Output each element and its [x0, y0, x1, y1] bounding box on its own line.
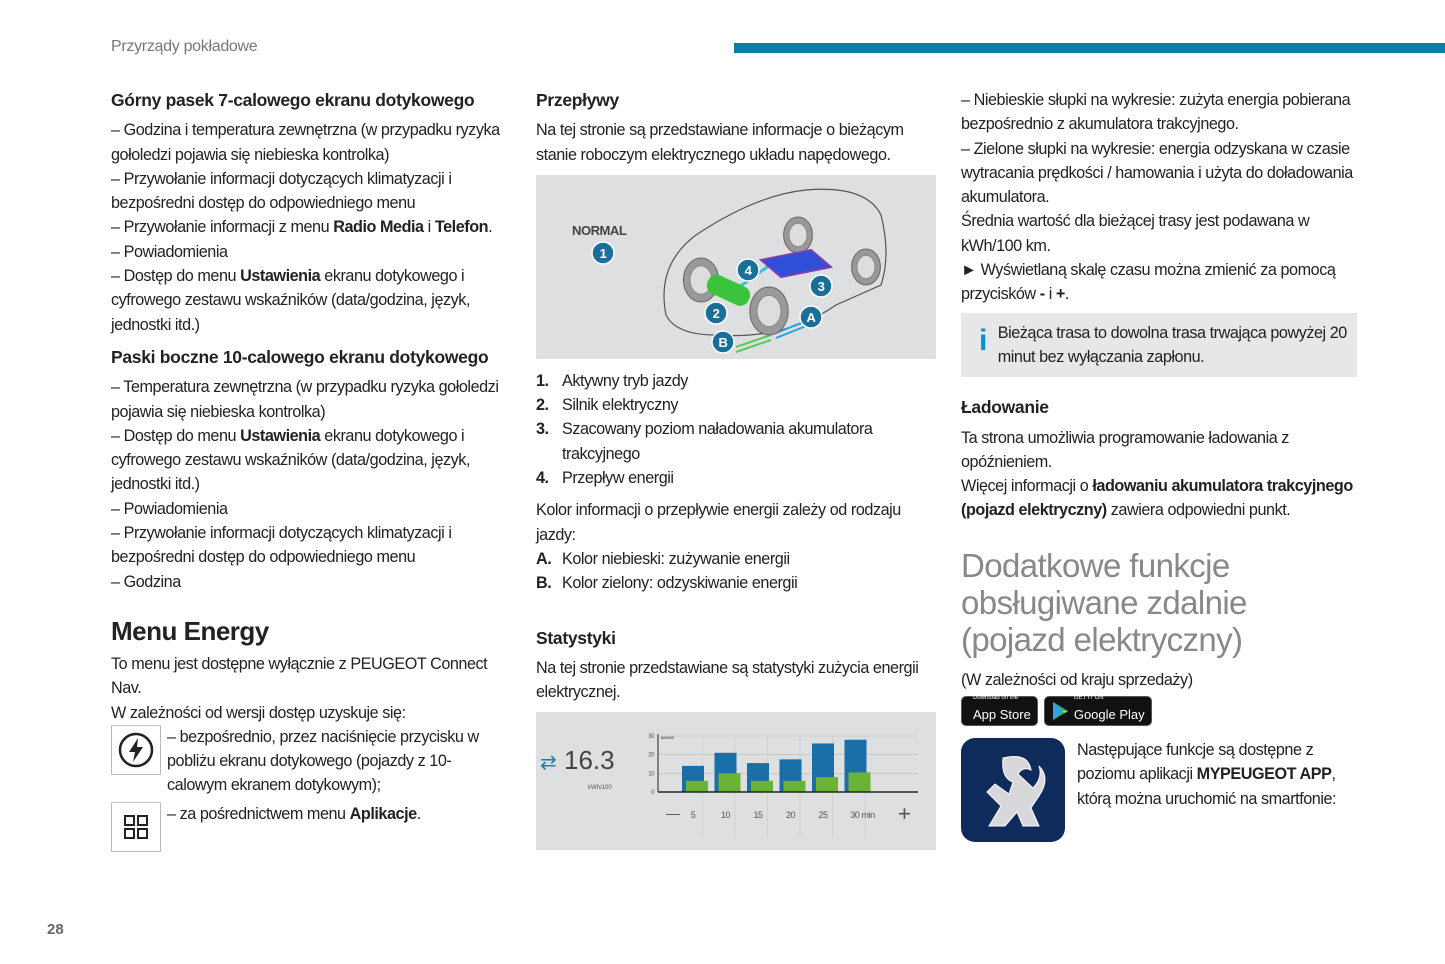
flow-figure — [536, 175, 936, 359]
bar-recovered — [849, 773, 871, 793]
consumption-value: 16.3 — [564, 745, 615, 776]
svg-text:1: 1 — [599, 245, 607, 261]
paragraph — [961, 668, 1359, 692]
google-play-icon — [1051, 701, 1069, 721]
paragraph — [111, 570, 511, 594]
list-item — [536, 393, 936, 417]
y-axis-label: kWh/100 — [661, 735, 674, 741]
text: Dodatkowe funkcje obsługiwane zdalnie (pojazd elektryczny) — [961, 546, 1247, 658]
text: – Temperatura zewnętrzna (w przypadku ryzyka gołoledzi pojawia się niebieska kontrolka) — [111, 378, 499, 421]
badge-small-text: Download on the — [973, 695, 1019, 702]
paragraph — [111, 215, 511, 239]
list-number: 2. — [536, 396, 549, 415]
list-item — [536, 571, 936, 595]
heading — [111, 616, 511, 646]
paragraph — [111, 264, 511, 337]
bar-recovered — [686, 781, 708, 792]
paragraph — [961, 426, 1359, 475]
y-tick-label: 20 — [648, 753, 654, 760]
store-badges — [961, 696, 1359, 726]
y-tick-label: 10 — [648, 771, 654, 778]
text: – Powiadomienia — [111, 499, 228, 518]
list-item — [536, 417, 936, 466]
x-tick-label: 20 — [785, 810, 796, 821]
x-tick-label: 10 — [720, 810, 731, 821]
zoom-in-button[interactable]: + — [898, 801, 911, 827]
wheel-icon — [750, 287, 788, 335]
marker-2 — [705, 302, 727, 324]
list-number: 1. — [536, 371, 549, 390]
text: ekranu dotykowego i cyfrowego zestawu wskaźników (data/godzina, język, jednostki itd.) — [111, 426, 470, 494]
app-store-badge[interactable] — [961, 696, 1038, 726]
column-2 — [536, 88, 936, 860]
text: – za pośrednictwem menu — [167, 804, 350, 823]
paragraph-with-icon — [111, 725, 511, 798]
y-tick-label: 30 — [648, 734, 654, 741]
x-tick-label: 15 — [753, 810, 763, 821]
paragraph — [961, 137, 1359, 210]
text: i — [1044, 285, 1056, 304]
list-text — [562, 547, 790, 571]
subheading — [961, 395, 1359, 419]
info-text — [998, 321, 1347, 370]
text: Paski boczne 10-calowego ekranu dotykowego — [111, 346, 489, 367]
text: Na tej stronie przedstawiane są statystyki zużycia energii elektrycznej. — [536, 658, 919, 702]
subheading — [111, 88, 511, 112]
text: – Dostęp do menu — [111, 267, 241, 286]
paragraph — [111, 375, 511, 424]
text: Szacowany poziom naładowania akumulatora trakcyjnego — [562, 420, 873, 463]
list-number: A. — [536, 549, 552, 568]
text: – Przywołanie informacji z menu — [111, 218, 334, 237]
text: Menu Energy — [111, 615, 269, 646]
text: . — [416, 804, 421, 823]
text: . — [488, 218, 493, 237]
text: – bezpośrednio, przez naciśnięcie przycisku w pobliżu ekranu dotykowego (pojazdy z 10-calowym ekranem dotykowym); — [167, 727, 479, 795]
svg-text:4: 4 — [744, 262, 752, 278]
text: Na tej stronie są przedstawiane informacje o bieżącym stanie roboczym elektrycznego układu napędowego. — [536, 121, 904, 164]
text: , którą można uruchomić na smartfonie: — [1077, 765, 1337, 808]
text: Bieżąca trasa to dowolna trasa trwająca powyżej 20 minut bez wyłączania zapłonu. — [997, 323, 1347, 366]
paragraph — [536, 656, 936, 705]
paragraph — [961, 258, 1359, 307]
y-tick-label: 0 — [651, 790, 654, 797]
text: Górny pasek 7-calowego ekranu dotykowego — [111, 90, 475, 110]
text: Kolor informacji o przepływie energii zależy od rodzaju jazdy: — [536, 501, 901, 544]
paragraph — [111, 497, 511, 521]
bold-text: Aplikacje — [349, 804, 417, 823]
text: ekranu dotykowego i cyfrowego zestawu wskaźników (data/godzina, język, jednostki itd.) — [111, 267, 470, 334]
text: Średnia wartość dla bieżącej trasy jest podawana w kWh/100 km. — [961, 212, 1310, 255]
text: Więcej informacji o — [961, 477, 1093, 496]
marker-3 — [810, 275, 832, 297]
text: – Powiadomienia — [111, 242, 228, 261]
car-energy-diagram — [536, 175, 929, 359]
page-number: 28 — [47, 921, 64, 938]
paragraph — [961, 474, 1359, 523]
paragraph-with-icon — [111, 802, 511, 826]
paragraph — [111, 240, 511, 264]
apps-menu-icon — [111, 802, 161, 852]
peugeot-lion-logo — [961, 738, 1065, 842]
wheel-icon — [784, 217, 813, 253]
text: – Godzina — [111, 572, 181, 591]
bold-text: + — [1055, 285, 1065, 304]
paragraph — [961, 209, 1359, 258]
list-text — [562, 369, 688, 393]
subheading — [536, 626, 936, 650]
list-number: 3. — [536, 420, 549, 439]
paragraph — [536, 118, 936, 167]
list-text — [562, 571, 797, 595]
bar-recovered — [751, 781, 773, 792]
info-icon: i — [979, 323, 987, 357]
bar-recovered — [784, 781, 806, 792]
list-number: B. — [536, 574, 552, 593]
bold-text: - — [1039, 285, 1045, 304]
drive-mode-label: NORMAL — [572, 222, 627, 238]
list-text — [562, 393, 678, 417]
svg-text:3: 3 — [817, 278, 825, 294]
text: i — [423, 218, 435, 237]
text: – Godzina i temperatura zewnętrzna (w przypadku ryzyka gołoledzi pojawia się niebieska kontrolka) — [111, 121, 500, 164]
text: ► Wyświetlaną skalę czasu można zmienić za pomocą przycisków — [961, 261, 1336, 304]
bold-text: Radio Media — [333, 218, 424, 237]
google-play-badge[interactable] — [1044, 696, 1152, 726]
text: – Niebieskie słupki na wykresie: zużyta energia pobierana bezpośrednio z akumulatora trakcyjnego. — [961, 91, 1351, 134]
zoom-out-button[interactable]: — — [666, 805, 680, 822]
marker-4 — [737, 259, 759, 281]
badge-text: App Store — [973, 707, 1031, 723]
bold-text: MYPEUGEOT APP — [1196, 765, 1332, 784]
text: Kolor zielony: odzyskiwanie energii — [562, 574, 798, 593]
bold-text: Ustawienia — [240, 426, 321, 445]
statistics-figure — [536, 712, 936, 850]
paragraph — [536, 498, 936, 547]
list-text — [562, 417, 936, 466]
header-accent-bar — [734, 43, 1445, 53]
text: Statystyki — [536, 627, 616, 648]
bold-text: ładowaniu akumulatora trakcyjnego (pojazd elektryczny) — [961, 477, 1353, 520]
app-section — [961, 738, 1359, 842]
text: Następujące funkcje są dostępne z poziomu aplikacji — [1077, 741, 1314, 784]
section-title: Przyrządy pokładowe — [111, 38, 258, 55]
svg-text:B: B — [718, 334, 728, 350]
energy-button-icon — [111, 725, 161, 775]
text: – Przywołanie informacji dotyczących klimatyzacji i bezpośredni dostęp do odpowiedniego menu — [111, 524, 452, 567]
text: Kolor niebieski: zużywanie energii — [562, 549, 790, 568]
text: To menu jest dostępne wyłącznie z PEUGEOT Connect Nav. — [111, 654, 488, 698]
marker-B — [712, 331, 734, 353]
subheading — [536, 88, 936, 112]
bar-recovered — [719, 774, 741, 793]
paragraph — [111, 167, 511, 216]
statistics-chart — [536, 712, 929, 850]
x-tick-label: 5 — [690, 810, 696, 821]
paragraph — [111, 652, 511, 701]
svg-text:2: 2 — [712, 305, 720, 321]
bar-recovered — [816, 778, 838, 793]
list-text — [562, 466, 674, 490]
text: Silnik elektryczny — [562, 396, 679, 415]
wheel-icon — [852, 249, 881, 285]
bold-text: Ustawienia — [240, 267, 321, 286]
list-item — [536, 369, 936, 393]
app-text — [1077, 738, 1359, 842]
svg-text:A: A — [806, 309, 816, 325]
subheading — [111, 345, 511, 369]
text: Aktywny tryb jazdy — [562, 371, 688, 390]
x-tick-label: 25 — [818, 810, 828, 821]
paragraph — [111, 424, 511, 497]
text: . — [1064, 285, 1069, 304]
paragraph — [961, 88, 1359, 137]
badge-small-text: GET IT ON — [1073, 695, 1104, 702]
text: – Dostęp do menu — [111, 426, 241, 445]
badge-text: Google Play — [1073, 707, 1145, 723]
text: (W zależności od kraju sprzedaży) — [961, 670, 1193, 689]
list-item — [536, 547, 936, 571]
text: Przepływ energii — [562, 469, 674, 488]
column-1 — [111, 88, 511, 852]
text: W zależności od wersji dostęp uzyskuje się: — [111, 703, 406, 722]
marker-1 — [592, 242, 614, 264]
text: Ta strona umożliwia programowanie ładowania z opóźnieniem. — [961, 428, 1289, 471]
text: – Przywołanie informacji dotyczących klimatyzacji i bezpośredni dostęp do odpowiedniego menu — [111, 169, 452, 213]
x-tick-label: 30 min — [850, 810, 875, 821]
text: – Zielone słupki na wykresie: energia odzyskana w czasie wytracania prędkości / hamowania i użyta do doładowania akumulatora. — [961, 139, 1353, 207]
bold-text: Telefon — [434, 218, 489, 237]
text: zawiera odpowiedni punkt. — [1106, 501, 1291, 520]
consumption-unit: kWh/100 — [588, 785, 612, 792]
marker-A — [800, 306, 822, 328]
text: Ładowanie — [961, 397, 1049, 418]
list-item — [536, 466, 936, 490]
battery-flow-icon: ⇄ — [540, 752, 557, 775]
heading — [961, 547, 1359, 658]
paragraph — [111, 118, 511, 167]
paragraph — [111, 521, 511, 570]
text: Przepływy — [536, 90, 619, 110]
column-3 — [961, 88, 1359, 842]
paragraph — [111, 701, 511, 725]
info-box — [961, 313, 1357, 378]
list-number: 4. — [536, 469, 549, 488]
